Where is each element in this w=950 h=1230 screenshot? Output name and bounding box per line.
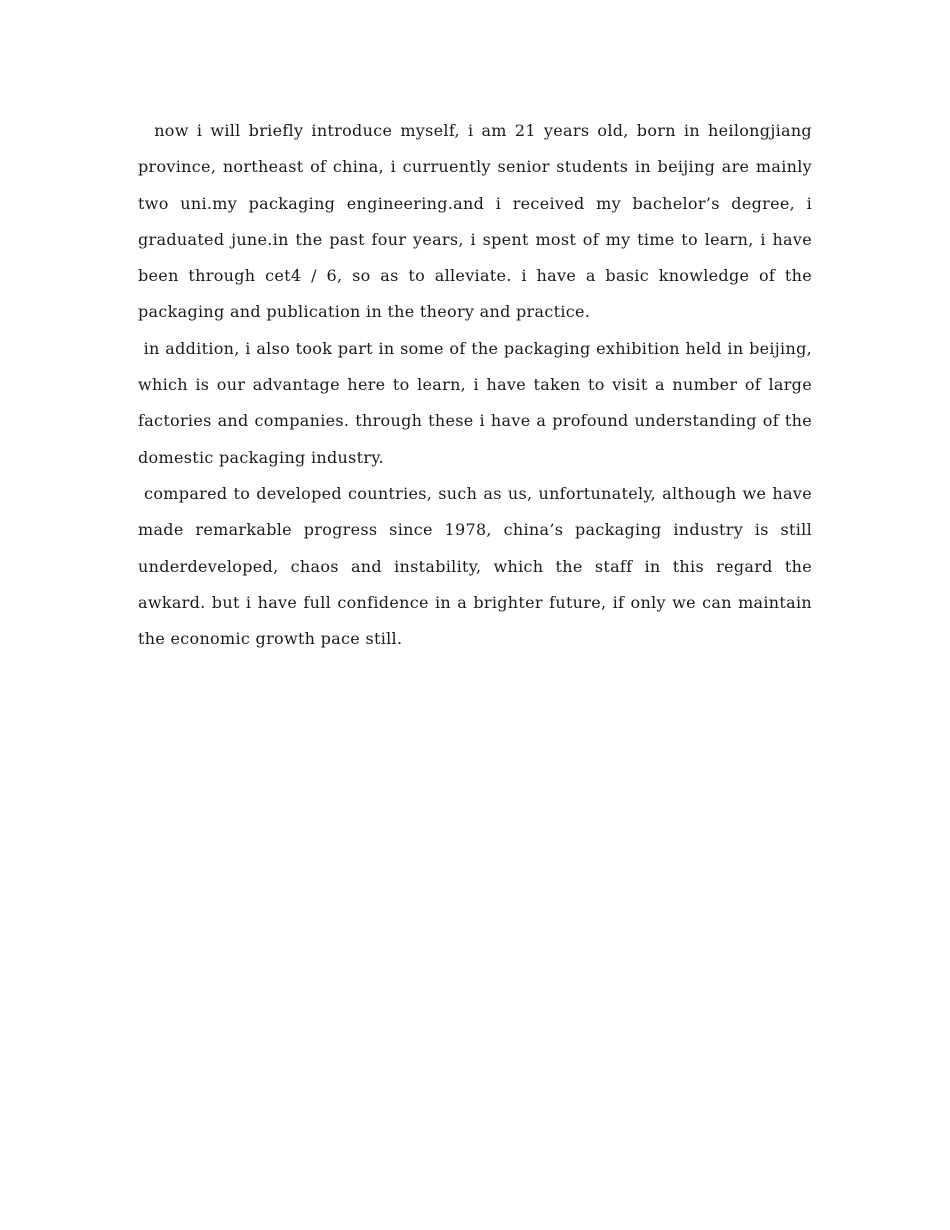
paragraph-intro: now i will briefly introduce myself, i am 21 years old, born in heilongjiang province, northeast of china, i curruently senior students in beijing are mainly two uni.my packaging engineering.and i received my bachelor’s degree, i graduated june.in the past four years, i spent most of my time to learn, i have been through cet4 / 6, so as to alleviate. i have a basic knowledge of the packaging and publication in the theory and practice. <box>138 121 818 322</box>
paragraph-industry: compared to developed countries, such as us, unfortunately, although we have made remarkable progress since 1978, china’s packaging industry is still underdeveloped, chaos and instability, which the staff in this regard the awkard. but i have full confidence in a brighter future, if only we can maintain the economic growth pace still. <box>138 483 818 649</box>
paragraph-exhibition: in addition, i also took part in some of the packaging exhibition held in beijing, which is our advantage here to learn, i have taken to visit a number of large factories and companies. through these i have a profound understanding of the domestic packaging industry. <box>138 338 818 467</box>
document-body <box>138 113 818 657</box>
